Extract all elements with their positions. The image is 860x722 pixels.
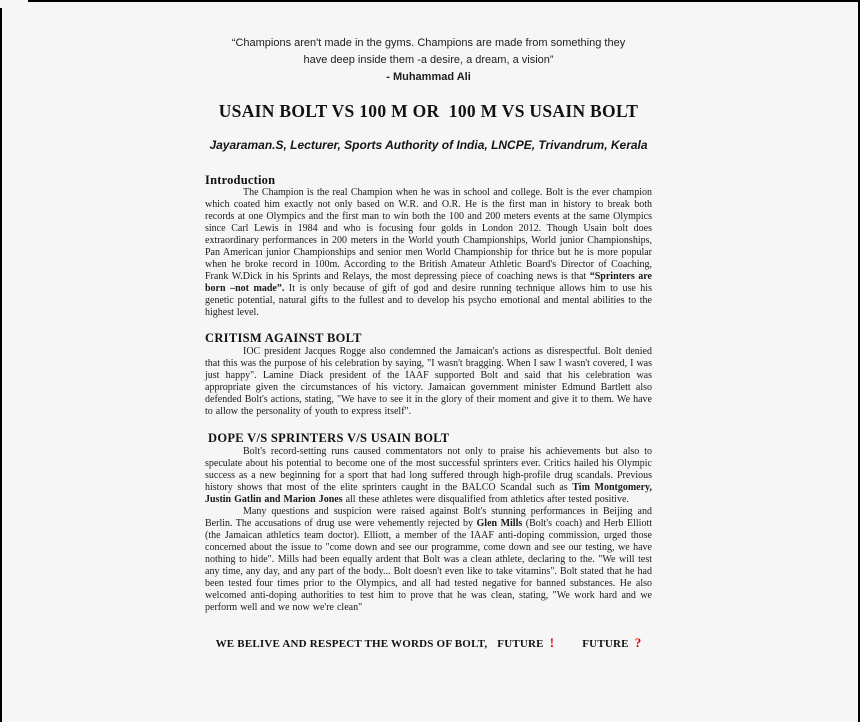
quote-attribution: - Muhammad Ali [386,71,471,83]
author-byline: Jayaraman.S, Lecturer, Sports Authority of India, LNCPE, Trivandrum, Kerala [209,138,648,153]
introduction-paragraph [205,187,652,319]
introduction-text-bold: “Sprinters are born –not made”. [205,271,652,295]
section-heading-introduction: Introduction [205,172,276,187]
dope-paragraph-2 [205,506,652,614]
dope-2-text-post: (Bolt's coach) and Herb Elliott (the Jamaican athletics team doctor). Elliott, a member of the IAAF anti-doping commission, urged those concerned about the issue to "come down and see our programme, come down and see our testing, we have nothing to hide". Mills had been equally ardent that Bolt was a clean athlete, declaring to the. "We will test any time, any day, and any part of the body... Bolt doesn't even like to take vitamins". Bolt stated that he had been tested four times prior to the Olympics, and all had tested negative for banned substances. He also welcomed anti-doping authorities to test him to prove that he was clean, stating, "We work hard and we perform well and we now we're clean" [205,517,653,613]
closing-future-2: FUTURE [582,637,629,650]
section-heading-criticism: CRITISM AGAINST BOLT [205,331,362,346]
epigraph-quote [205,35,652,86]
scan-edge-left [0,8,2,722]
closing-statement [205,635,652,651]
introduction-text-post: It is only because of gift of god and desire running technique allows him to use his genetic potential, natural gifts to the fullest and to develop his psycho emotional and mental abilities to the highest level. [205,283,652,319]
dope-2-text-pre: Many questions and suspicion were raised against Bolt's stunning performances in Beijing and Berlin. The accusations of drug use were vehemently rejected by [205,505,652,529]
page-title: USAIN BOLT VS 100 M OR 100 M VS USAIN BOLT [218,101,639,121]
content-column [205,0,652,651]
quote-line-1: “Champions aren't made in the gyms. Champions are made from something they [231,37,626,49]
closing-statement-lead: WE BELIVE AND RESPECT THE WORDS OF BOLT, [215,637,488,650]
dope-paragraph-1 [205,446,652,506]
dope-1-text-bold: Tim Montgomery, Justin Gatlin and Marion Jones [205,481,652,505]
dope-1-text-pre: Bolt's record-setting runs caused commentators not only to praise his achievements but also to speculate about his potential to become one of the most successful sprinters ever. Critics hailed his Olympic success as a new beginning for a sport that had long suffered through high-profile drug scandals. Previous history shows that most of the elite sprinters caught in the BALCO Scandal such as [205,445,652,493]
red-question-mark: ? [634,634,642,650]
quote-line-2: have deep inside them -a desire, a dream, a vision” [303,54,554,66]
red-exclamation-mark: ! [549,634,555,650]
introduction-text-pre: The Champion is the real Champion when he was in school and college. Bolt is the ever champion which coated him exactly not only based on W.R. and O.R. He is the first man in history to break both records at one Olympics and the first man to win both the 100 and 200 meters events at the same Olympics since Carl Lewis in 1984 and who is focusing four golds in London 2012. Though Usain bolt does extraordinary performances in 200 meters in the World youth Championships, World junior Championships, Pan American junior Championships and senior men World Championship for thrice but he is more popular when he broke record in 100m. According to the British Amateur Athletic Board's Director of Coaching, Frank W.Dick in his Sprints and Relays, the most depressing piece of coaching news is that [205,187,652,283]
dope-1-text-post: all these athletes were disqualified from athletics after tested positive. [342,493,629,505]
section-heading-dope: DOPE V/S SPRINTERS V/S USAIN BOLT [208,431,450,446]
dope-2-text-bold: Glen Mills [476,517,523,529]
criticism-paragraph: IOC president Jacques Rogge also condemned the Jamaican's actions as disrespectful. Bolt denied that this was the purpose of his celebration by saying, "I wasn't bragging. When I saw I wasn't covered, I was just happy". Lamine Diack president of the IAAF supported Bolt and said that his celebration was appropriate given the circumstances of his victory. Jamaican government minister Edmund Bartlett also defended Bolt's actions, stating, "We have to see it in the glory of their moment and give it to them. We have to allow the personality of youth to express itself". [205,346,652,418]
closing-future-1: FUTURE [497,637,544,650]
